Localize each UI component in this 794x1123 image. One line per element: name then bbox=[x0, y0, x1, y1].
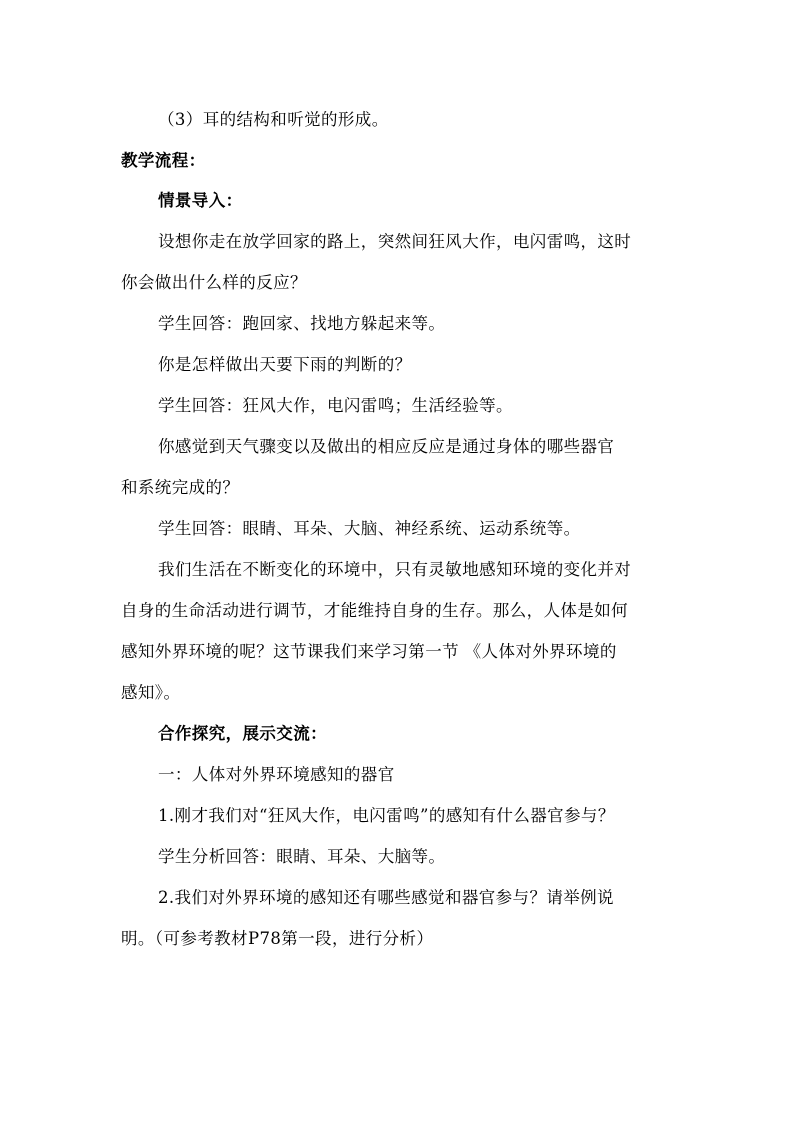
student-answer: 学生回答：狂风大作，电闪雷鸣；生活经验等。 bbox=[158, 396, 513, 415]
subheading-cooperative-inquiry: 合作探究，展示交流： bbox=[158, 724, 327, 743]
section-item-one: 一：人体对外界环境感知的器官 bbox=[158, 765, 395, 784]
question-2: 2.我们对外界环境的感知还有哪些感觉和器官参与？请举例说 bbox=[158, 888, 614, 907]
student-answer: 学生分析回答：眼睛、耳朵、大脑等。 bbox=[158, 847, 446, 866]
section-heading-teaching-process: 教学流程： bbox=[121, 151, 206, 170]
question-line: 和系统完成的？ bbox=[121, 478, 240, 497]
student-answer: 学生回答：眼睛、耳朵、大脑、神经系统、运动系统等。 bbox=[158, 519, 581, 538]
paragraph-line: 我们生活在不断变化的环境中，只有灵敏地感知环境的变化并对 bbox=[158, 560, 632, 579]
paragraph-line: 感知》。 bbox=[121, 683, 181, 702]
question-1: 1.刚才我们对“狂风大作，电闪雷鸣”的感知有什么器官参与？ bbox=[158, 806, 615, 825]
paragraph-line: 自身的生命活动进行调节，才能维持自身的生存。那么，人体是如何 bbox=[121, 601, 628, 620]
paragraph-line: 感知外界环境的呢？这节课我们来学习第一节 《人体对外界环境的 bbox=[121, 642, 617, 661]
question-line: 你感觉到天气骤变以及做出的相应反应是通过身体的哪些器官 bbox=[158, 437, 615, 456]
question-line: 你是怎样做出天要下雨的判断的？ bbox=[158, 355, 412, 374]
paragraph-line: 你会做出什么样的反应？ bbox=[121, 273, 307, 292]
objective-item-3: （3）耳的结构和听觉的形成。 bbox=[158, 110, 389, 129]
question-2-continued: 明。（可参考教材P78第一段，进行分析） bbox=[121, 929, 434, 948]
student-answer: 学生回答：跑回家、找地方躲起来等。 bbox=[158, 314, 446, 333]
subheading-scenario-intro: 情景导入： bbox=[158, 191, 243, 210]
paragraph-line: 设想你走在放学回家的路上，突然间狂风大作，电闪雷鸣，这时 bbox=[158, 232, 632, 251]
